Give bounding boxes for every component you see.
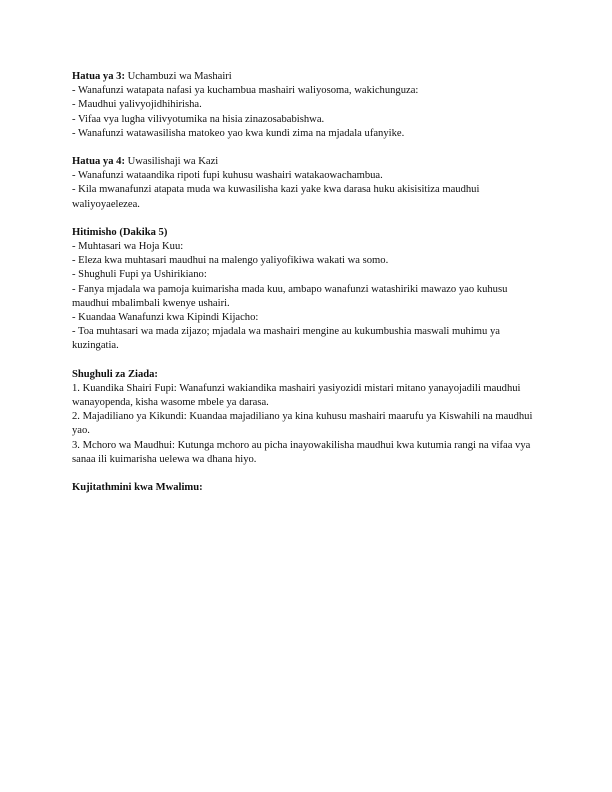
list-item: - Vifaa vya lugha vilivyotumika na hisia zinazosababishwa. (72, 113, 325, 125)
list-item: - Muhtasari wa Hoja Kuu: (72, 241, 184, 253)
section-hatua-4 (72, 155, 540, 212)
heading-rest-text: Uchambuzi wa Mashairi (124, 71, 232, 82)
heading-bold-text: Hatua ya 4: (72, 156, 125, 168)
list-item: 3. Mchoro wa Maudhui: Kutunga mchoro au picha inayowakilisha maudhui kwa kutumia rangi na vifaa vya sanaa ili kuimarisha uelewa wa dhana hiyo. (72, 439, 531, 465)
list-item: 1. Kuandika Shairi Fupi: Wanafunzi wakiandika mashairi yasiyozidi mistari mitano yanayojadili maudhui wanayopenda, kisha wasome mbele ya darasa. (72, 382, 521, 409)
list-item: - Eleza kwa muhtasari maudhui na malengo yaliyofikiwa wakati wa somo. (72, 255, 389, 267)
list-item: - Shughuli Fupi ya Ushirikiano: (72, 269, 207, 281)
section-hatua-3 (72, 70, 540, 141)
list-item: - Wanafunzi wataandika ripoti fupi kuhusu washairi watakaowachambua. (72, 170, 383, 182)
heading-bold-text: Hatua ya 3: (72, 71, 125, 82)
section-hitimisho (72, 226, 540, 354)
list-item: - Wanafunzi watawasilisha matokeo yao kwa kundi zima na mjadala ufanyike. (72, 127, 405, 139)
list-item: - Fanya mjadala wa pamoja kuimarisha mada kuu, ambapo wanafunzi watashiriki mawazo yao kuhusu maudhui mbalimbali kwenye ushairi. (72, 283, 508, 309)
list-item: - Wanafunzi watapata nafasi ya kuchambua mashairi waliyosoma, wakichunguza: (72, 85, 419, 97)
section-shughuli-za-ziada (72, 368, 540, 467)
list-item: - Toa muhtasari wa mada zijazo; mjadala wa mashairi mengine au kukumbushia maswali muhimu ya kuzingatia. (72, 326, 500, 352)
section-heading: Kujitathmini kwa Mwalimu: (72, 482, 203, 494)
list-item: - Kila mwanafunzi atapata muda wa kuwasilisha kazi yake kwa darasa huku akisisitiza maudhui waliyoyaelezea. (72, 184, 480, 210)
section-heading: Shughuli za Ziada: (72, 368, 158, 380)
list-item: - Kuandaa Wanafunzi kwa Kipindi Kijacho: (72, 312, 259, 324)
list-item: - Maudhui yalivyojidhihirisha. (72, 99, 202, 111)
section-heading: Hitimisho (Dakika 5) (72, 226, 168, 238)
document-page (72, 70, 540, 509)
section-kujitathmini (72, 481, 540, 495)
section-heading (72, 70, 540, 84)
heading-rest-text: Uwasilishaji wa Kazi (124, 156, 219, 168)
section-heading (72, 155, 540, 169)
list-item: 2. Majadiliano ya Kikundi: Kuandaa majadiliano ya kina kuhusu mashairi maarufu ya Kiswahili na maudhui yao. (72, 411, 533, 437)
